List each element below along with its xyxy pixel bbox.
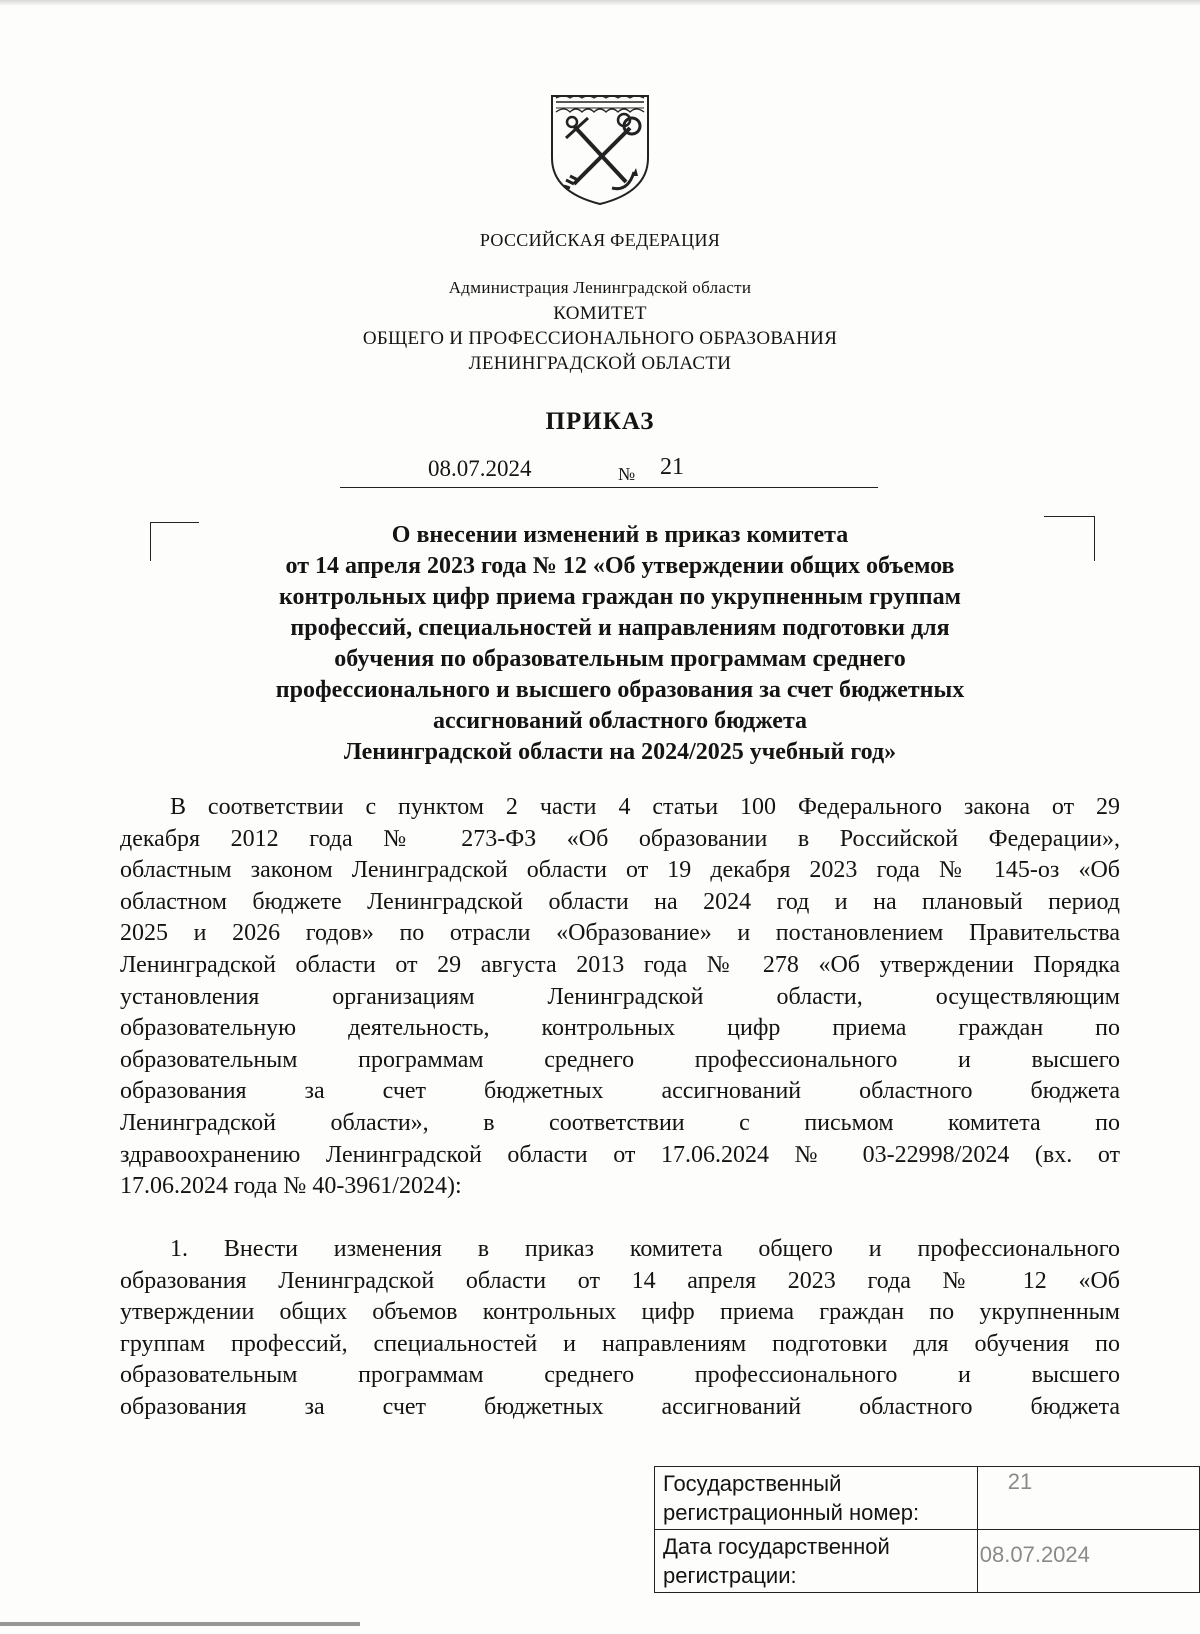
reg-number-label-line: Государственный xyxy=(663,1471,842,1496)
reg-number-value: 21 xyxy=(977,1467,1199,1530)
order-number-sign: № xyxy=(618,464,636,484)
paragraph-line: Ленинградской области от 29 августа 2013 года № 278 «Об утверждении Порядка xyxy=(120,951,1120,978)
paragraph-line: областном бюджете Ленинградской области на 2024 год и на плановый период xyxy=(120,888,1120,915)
paragraph-line: Ленинградской области», в соответствии с письмом комитета по xyxy=(120,1109,1120,1136)
heading-line: профессионального и высшего образования за счет бюджетных xyxy=(275,677,965,703)
scan-edge-bottom xyxy=(0,1622,360,1626)
paragraph-line: образования за счет бюджетных ассигнований областного бюджета xyxy=(120,1078,1120,1105)
coat-of-arms-emblem-icon xyxy=(548,92,652,208)
date-number-underline xyxy=(340,487,878,488)
heading-line: ассигнований областного бюджета xyxy=(432,708,808,734)
heading-bracket-right xyxy=(1044,516,1095,561)
scan-edge-top xyxy=(0,0,1200,6)
registration-stamp-table xyxy=(654,1466,1200,1593)
heading-line: обучения по образовательным программам среднего xyxy=(334,646,906,672)
preamble-paragraph xyxy=(120,792,1120,1203)
paragraph-line: образовательным программам среднего профессионального и высшего xyxy=(120,1362,1120,1389)
heading-line: О внесении изменений в приказ комитета xyxy=(391,522,849,548)
heading-line: от 14 апреля 2023 года № 12 «Об утверждении общих объемов xyxy=(285,553,955,579)
order-number: 21 xyxy=(660,454,684,480)
header-committee: КОМИТЕТ xyxy=(553,303,647,324)
paragraph-line: декабря 2012 года № 273-ФЗ «Об образовании в Российской Федерации», xyxy=(120,825,1120,852)
heading-bracket-left xyxy=(150,522,199,561)
paragraph-line: утверждении общих объемов контрольных цифр приема граждан по укрупненным xyxy=(120,1299,1120,1326)
paragraph-line: 2025 и 2026 годов» по отрасли «Образование» и постановлением Правительства xyxy=(120,920,1120,947)
paragraph-line: 1. Внести изменения в приказ комитета общего и профессионального xyxy=(170,1236,1120,1262)
document-type-title: ПРИКАЗ xyxy=(545,408,655,435)
header-region: ЛЕНИНГРАДСКОЙ ОБЛАСТИ xyxy=(468,353,732,374)
reg-date-label-line: регистрации: xyxy=(663,1563,797,1588)
item-1-paragraph xyxy=(120,1234,1120,1424)
paragraph-line: здравоохранению Ленинградской области от 17.06.2024 № 03-22998/2024 (вх. от xyxy=(120,1141,1120,1168)
heading-line: профессий, специальностей и направлениям подготовки для xyxy=(290,615,950,641)
reg-number-label-line: регистрационный номер: xyxy=(663,1500,920,1525)
reg-date-value: 08.07.2024 xyxy=(977,1530,1199,1593)
reg-date-label xyxy=(655,1530,978,1593)
order-heading xyxy=(200,520,1040,768)
table-row xyxy=(655,1467,1200,1530)
table-row xyxy=(655,1530,1200,1593)
order-date: 08.07.2024 xyxy=(428,456,532,481)
paragraph-line: образовательную деятельность, контрольных цифр приема граждан по xyxy=(120,1015,1120,1042)
paragraph-line: областным законом Ленинградской области от 19 декабря 2023 года № 145-оз «Об xyxy=(120,857,1120,884)
heading-line: контрольных цифр приема граждан по укрупненным группам xyxy=(279,584,961,610)
reg-number-label xyxy=(655,1467,978,1530)
header-country: РОССИЙСКАЯ ФЕДЕРАЦИЯ xyxy=(479,230,721,250)
heading-line: Ленинградской области на 2024/2025 учебный год» xyxy=(343,739,897,765)
reg-date-label-line: Дата государственной xyxy=(663,1534,890,1559)
paragraph-line: установления организациям Ленинградской области, осуществляющим xyxy=(120,983,1120,1010)
paragraph-line: образования за счет бюджетных ассигнований областного бюджета xyxy=(120,1393,1120,1420)
paragraph-line: образовательным программам среднего профессионального и высшего xyxy=(120,1046,1120,1073)
paragraph-line: В соответствии с пунктом 2 части 4 статьи 100 Федерального закона от 29 xyxy=(170,794,1120,820)
header-committee-name: ОБЩЕГО И ПРОФЕССИОНАЛЬНОГО ОБРАЗОВАНИЯ xyxy=(362,328,838,349)
header-administration: Администрация Ленинградской области xyxy=(448,278,752,297)
paragraph-line: образования Ленинградской области от 14 апреля 2023 года № 12 «Об xyxy=(120,1267,1120,1294)
paragraph-line: группам профессий, специальностей и направлениям подготовки для обучения по xyxy=(120,1330,1120,1357)
paragraph-line: 17.06.2024 года № 40-3961/2024): xyxy=(120,1173,462,1200)
